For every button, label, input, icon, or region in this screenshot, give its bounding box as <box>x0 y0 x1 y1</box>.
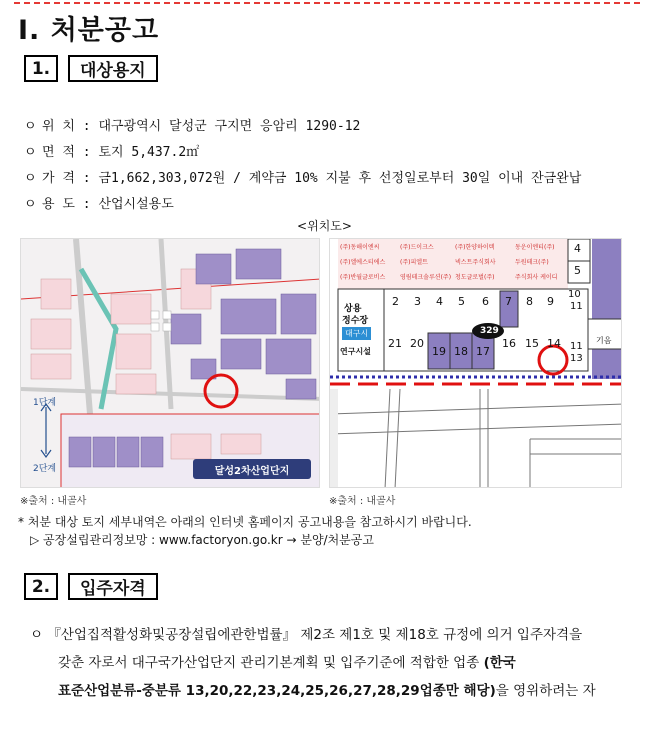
info-row-price: ㅇ 가 격 : 금1,662,303,072원 / 계약금 10% 지불 후 선정일로부터 30일 이내 잔금완납 <box>24 171 582 186</box>
map-left-graphic <box>21 239 320 488</box>
lot-number: 20 <box>410 337 424 350</box>
heading-eligibility <box>24 572 158 601</box>
company-label: (주)동해이엔씨 <box>340 244 380 251</box>
lot-number: 2 <box>392 295 399 308</box>
zone-sub-label: 정수장 <box>342 316 369 326</box>
note-line-1: * 처분 대상 토지 세부내역은 아래의 인터넷 홈페이지 공고내용을 참고하시기 바랍니다. <box>18 515 472 529</box>
company-label: 두원테크(주) <box>515 259 549 266</box>
stage-2-label: 2단계 <box>33 464 57 474</box>
zone-main-label: 상용 <box>344 304 362 314</box>
note-line-2: ▷ 공장설립관리정보망 : www.factoryon.go.kr → 분양/처분공고 <box>30 533 374 547</box>
lot-number: 16 <box>502 337 516 350</box>
qualification-line-1: ㅇ 『산업집적활성화및공장설립에관한법률』 제2조 제1호 및 제18호 규정에 의거 입주자격을 <box>30 627 583 643</box>
stage-1-label: 1단계 <box>33 398 57 408</box>
heading-number: 1. <box>24 55 58 82</box>
lot-number: 18 <box>454 345 468 358</box>
heading-target-land <box>24 54 158 83</box>
lot-number: 10 <box>568 289 581 300</box>
edge-label: 기음 <box>596 336 612 345</box>
lot-number: 5 <box>574 264 581 277</box>
company-label: 영림테크솔루션(주) <box>400 274 452 281</box>
qualification-line-2: 갖춘 자로서 대구국가산업단지 관리기본계획 및 입주기준에 적합한 업종 (한국 <box>58 655 516 671</box>
lot-number: 4 <box>574 242 581 255</box>
info-row-location: ㅇ 위 치 : 대구광역시 달성군 구지면 응암리 1290-12 <box>24 119 361 134</box>
lot-number: 21 <box>388 337 402 350</box>
zone-research-label: 연구시설 <box>340 347 371 356</box>
lot-number: 11 <box>570 341 583 352</box>
company-label: (주)드이크스 <box>400 244 434 251</box>
heading-number: 2. <box>24 573 58 600</box>
lot-number: 13 <box>570 353 583 364</box>
map-caption: <위치도> <box>297 219 352 233</box>
road-number: 329 <box>480 326 499 336</box>
info-row-usage: ㅇ 용 도 : 산업시설용도 <box>24 197 174 212</box>
qualification-line-3: 표준산업분류-중분류 13,20,22,23,24,25,26,27,28,29업종만 해당)을 영위하려는 자 <box>58 683 596 699</box>
zone-badge: 대구시 <box>342 327 371 340</box>
lot-number: 7 <box>505 295 512 308</box>
info-row-area: ㅇ 면 적 : 토지 5,437.2㎡ <box>24 145 200 160</box>
top-dashed-line <box>14 2 640 4</box>
company-label: 청도글로벌(주) <box>455 274 495 281</box>
lot-number: 19 <box>432 345 446 358</box>
lot-number: 17 <box>476 345 490 358</box>
location-map-left <box>20 238 320 488</box>
lot-number: 5 <box>458 295 465 308</box>
lot-number: 9 <box>547 295 554 308</box>
lot-number: 3 <box>414 295 421 308</box>
lot-number: 8 <box>526 295 533 308</box>
company-label: 주식회사 케이디 <box>515 274 558 281</box>
heading-label: 입주자격 <box>68 573 158 600</box>
lot-number: 12 <box>594 321 606 331</box>
lot-number: 4 <box>436 295 443 308</box>
heading-label: 대상용지 <box>68 55 158 82</box>
lot-number: 11 <box>570 301 583 312</box>
company-label: 넥스트주식회사 <box>455 259 496 266</box>
company-label: (주)한양하이텍 <box>455 244 495 251</box>
company-label: 동운이엔티(주) <box>515 244 555 251</box>
lot-number: 15 <box>525 337 539 350</box>
lot-number: 14 <box>547 337 561 350</box>
section-title: Ⅰ. 처분공고 <box>18 15 160 46</box>
company-label: (주)반월글로비스 <box>340 274 386 281</box>
lot-number: 6 <box>482 295 489 308</box>
map-left-source: ※출처 : 내골사 <box>20 496 87 507</box>
company-label: (주)피엘트 <box>400 259 428 266</box>
company-label: (주)엘에스티에스 <box>340 259 386 266</box>
location-map-right <box>329 238 622 488</box>
map-right-source: ※출처 : 내골사 <box>329 496 396 507</box>
industrial-complex-badge: 달성2차산업단지 <box>214 466 290 477</box>
